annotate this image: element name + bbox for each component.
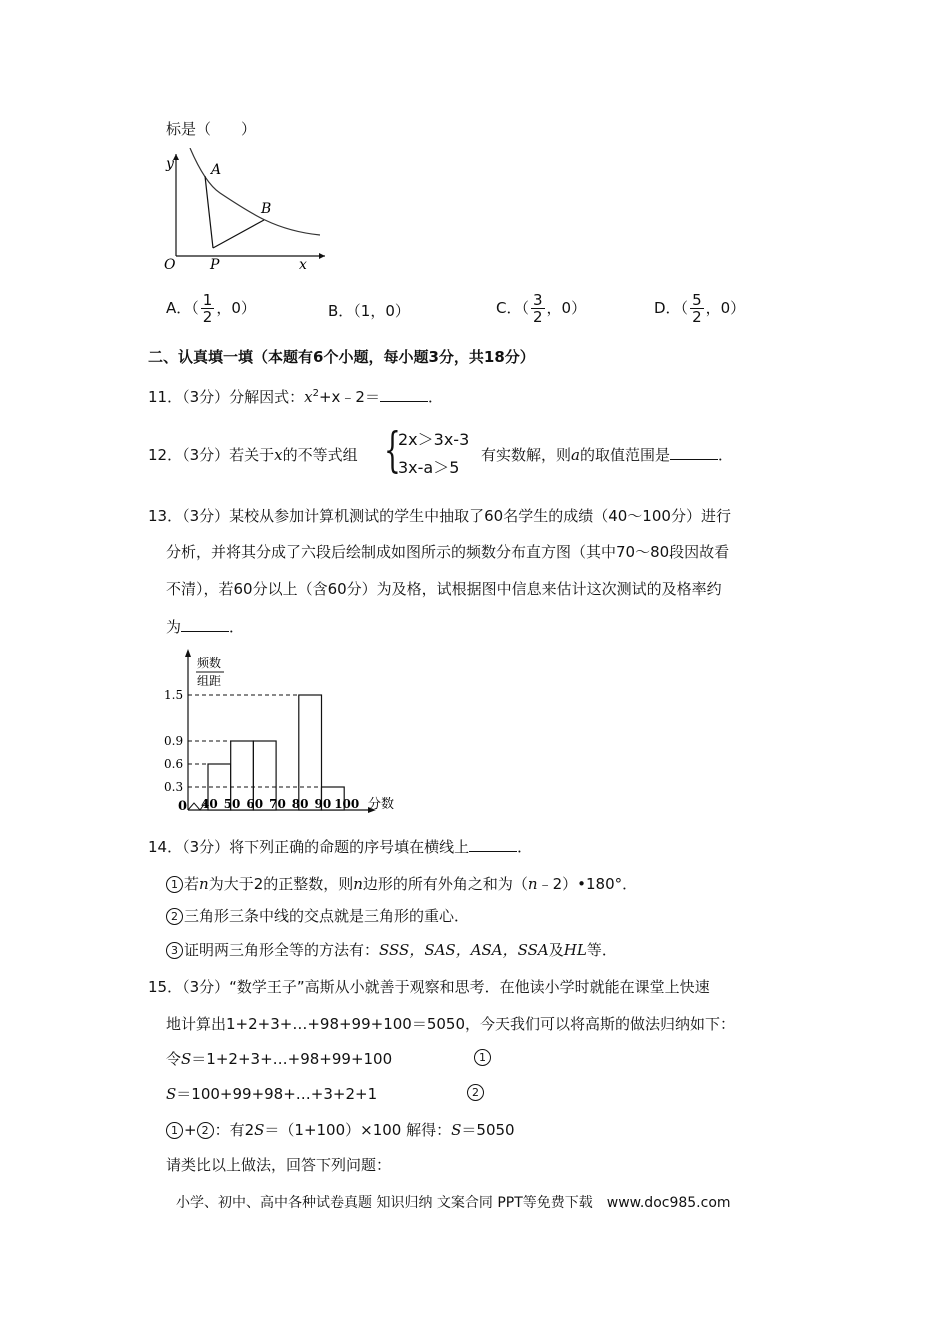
option-a-label: A．（ bbox=[166, 299, 199, 317]
q14-marker-2: 2 bbox=[166, 908, 183, 925]
q15-equation-3 bbox=[166, 1119, 515, 1140]
question-14 bbox=[148, 836, 532, 857]
q11-exponent: 2 bbox=[312, 388, 319, 399]
fig-label-x: x bbox=[299, 257, 307, 273]
q14-s3-hl: HL bbox=[563, 941, 587, 959]
q14-answer-blank[interactable] bbox=[469, 837, 517, 852]
q15-eq3-plus: + bbox=[184, 1121, 197, 1139]
option-a-num: 1 bbox=[202, 291, 213, 309]
q12-end: ． bbox=[717, 446, 733, 464]
q15-line-2: 地计算出1+2+3+…+98+99+100＝5050，今天我们可以将高斯的做法归纳如下： bbox=[166, 1015, 736, 1033]
q13-line-2: 分析，并将其分成了六段后绘制成如图所示的频数分布直方图（其中70～80段因故看 bbox=[166, 543, 730, 561]
option-d-num: 5 bbox=[692, 291, 702, 309]
q14-end: ． bbox=[517, 838, 533, 856]
fig-label-a: A bbox=[211, 162, 222, 178]
q14-s1-a: 若 bbox=[184, 875, 200, 893]
option-c-num: 3 bbox=[532, 291, 543, 309]
q14-s1-d: ﹣2）•180°． bbox=[537, 875, 638, 893]
option-c-label: C．（ bbox=[496, 299, 529, 317]
q12-tail-text: 的取值范围是 bbox=[579, 446, 670, 464]
option-c-tail: ，0） bbox=[546, 299, 587, 317]
q15-eq2-body: ＝100+99+98+…+3+2+1 bbox=[176, 1085, 378, 1103]
fig-label-o: O bbox=[164, 257, 176, 273]
q15-line-last: 请类比以上做法，回答下列问题： bbox=[166, 1156, 392, 1174]
option-d-tail: ，0） bbox=[705, 299, 746, 317]
option-c-den: 2 bbox=[532, 308, 543, 326]
y-tick-label-0.9: 0.9 bbox=[164, 734, 184, 748]
option-a bbox=[166, 292, 256, 325]
q12-inequality-2: 3x-a＞5 bbox=[398, 458, 460, 477]
histogram-chart bbox=[160, 645, 405, 817]
q13-line4-prefix: 为 bbox=[166, 618, 182, 636]
q13-line-3: 不清），若60分以上（含60分）为及格，试根据图中信息来估计这次测试的及格率约 bbox=[166, 580, 722, 598]
q14-s1-n1: n bbox=[199, 875, 209, 893]
q14-s3-methods: SSS，SAS，ASA，SSA bbox=[379, 941, 549, 959]
q14-s1-c: 边形的所有外角之和为（ bbox=[362, 875, 528, 893]
q15-line-1: 15．（3分）“数学王子”高斯从小就善于观察和思考．在他读小学时就能在课堂上快速 bbox=[148, 978, 710, 996]
q15-equation-1 bbox=[166, 1048, 392, 1069]
question-fragment: 标是（ ） bbox=[166, 120, 257, 138]
fig-label-b: B bbox=[261, 201, 272, 217]
q11-expression: +x﹣2＝ bbox=[318, 388, 380, 406]
q15-eq1-prefix: 令 bbox=[166, 1050, 182, 1068]
x-tick-label-60: 60 bbox=[246, 797, 264, 811]
q12-answer-blank[interactable] bbox=[670, 445, 718, 460]
q13-answer-blank[interactable] bbox=[181, 617, 229, 632]
q15-eq3-c: ＝5050 bbox=[461, 1121, 515, 1139]
q14-statement-3 bbox=[166, 939, 617, 960]
question-12-prefix bbox=[148, 444, 358, 465]
q14-statement-2 bbox=[166, 905, 469, 926]
q14-s1-n3: n bbox=[527, 875, 538, 893]
q14-s3-c: 及 bbox=[548, 941, 564, 959]
q13-line-4 bbox=[166, 616, 244, 637]
section-2-title: 二、认真填一填（本题有6个小题，每小题3分，共18分） bbox=[148, 348, 535, 366]
q12-var-x: x bbox=[274, 446, 283, 464]
fig-label-p: P bbox=[210, 257, 220, 273]
x-tick-label-80: 80 bbox=[291, 797, 309, 811]
q13-line4-end: ． bbox=[229, 618, 245, 636]
q11-var-x: x bbox=[304, 388, 313, 406]
q14-statement-1 bbox=[166, 873, 637, 894]
y-tick-label-1.5: 1.5 bbox=[164, 688, 184, 702]
y-tick-label-0.6: 0.6 bbox=[164, 757, 184, 771]
footer-text[interactable]: 小学、初中、高中各种试卷真题 知识归纳 文案合同 PPT等免费下载 www.doc985.com bbox=[176, 1195, 731, 1211]
q12-var-a: a bbox=[571, 446, 580, 464]
q12-after-text: 有实数解，则 bbox=[481, 446, 572, 464]
q12-inequality-1: 2x＞3x-3 bbox=[398, 430, 470, 449]
q13-line-1: 13．（3分）某校从参加计算机测试的学生中抽取了60名学生的成绩（40～100分）进行 bbox=[148, 507, 731, 525]
q15-eq3-s2: S bbox=[451, 1121, 462, 1139]
histogram-bar-80-90 bbox=[299, 695, 322, 810]
option-a-den: 2 bbox=[202, 308, 213, 326]
question-11 bbox=[148, 386, 443, 407]
q11-end: ． bbox=[427, 388, 443, 406]
option-d-den: 2 bbox=[692, 308, 702, 326]
q15-eq3-marker-2: 2 bbox=[197, 1122, 214, 1139]
option-d-label: D．（ bbox=[654, 299, 689, 317]
q14-marker-1: 1 bbox=[166, 876, 183, 893]
q15-eq1-body: ＝1+2+3+…+98+99+100 bbox=[191, 1050, 393, 1068]
q15-eq3-a: ：有2 bbox=[214, 1121, 255, 1139]
fig-label-y: y bbox=[166, 156, 174, 172]
q10-figure bbox=[160, 148, 330, 274]
option-c bbox=[496, 292, 586, 325]
x-tick-label-70: 70 bbox=[269, 797, 286, 811]
q15-eq3-marker-1: 1 bbox=[166, 1122, 183, 1139]
option-c-fraction bbox=[531, 292, 545, 325]
option-d-fraction bbox=[690, 292, 704, 325]
q12-brace: { bbox=[384, 422, 401, 478]
q14-s1-n2: n bbox=[353, 875, 363, 893]
q12-prefix-text: 12．（3分）若关于 bbox=[148, 446, 275, 464]
q15-eq1-s: S bbox=[181, 1050, 192, 1068]
y-tick-label-0.3: 0.3 bbox=[164, 780, 184, 794]
q14-s1-b: 为大于2的正整数，则 bbox=[208, 875, 354, 893]
q15-eq2-s: S bbox=[166, 1085, 177, 1103]
q15-eq3-b: ＝（1+100）×100 解得： bbox=[264, 1121, 452, 1139]
q14-line-1: 14．（3分）将下列正确的命题的序号填在横线上 bbox=[148, 838, 470, 856]
q15-eq2-marker: 2 bbox=[467, 1084, 484, 1101]
option-a-fraction bbox=[201, 292, 215, 325]
q15-equation-2 bbox=[166, 1083, 377, 1104]
ylabel-denominator: 组距 bbox=[197, 674, 222, 688]
q11-prefix: 11．（3分）分解因式： bbox=[148, 388, 305, 406]
question-12-suffix bbox=[481, 444, 733, 465]
q15-eq3-s: S bbox=[254, 1121, 265, 1139]
xlabel: 分数 bbox=[368, 797, 395, 812]
q14-s3-e: 等． bbox=[586, 941, 617, 959]
option-a-tail: ，0） bbox=[216, 299, 256, 317]
x-tick-label-40: 40 bbox=[201, 797, 218, 811]
q12-mid-text: 的不等式组 bbox=[282, 446, 358, 464]
q14-s2-text: 三角形三条中线的交点就是三角形的重心． bbox=[184, 907, 470, 925]
x-tick-label-100: 100 bbox=[334, 797, 360, 811]
x-tick-label-50: 50 bbox=[223, 797, 241, 811]
q14-s3-a: 证明两三角形全等的方法有： bbox=[184, 941, 380, 959]
q14-marker-3: 3 bbox=[166, 942, 183, 959]
option-d bbox=[654, 292, 745, 325]
option-b: B．（1，0） bbox=[328, 302, 410, 320]
x-tick-label-90: 90 bbox=[314, 797, 332, 811]
q15-eq1-marker: 1 bbox=[474, 1049, 491, 1066]
ylabel-numerator: 频数 bbox=[197, 656, 222, 670]
q11-answer-blank[interactable] bbox=[380, 387, 428, 402]
origin-label: 0 bbox=[178, 799, 188, 814]
